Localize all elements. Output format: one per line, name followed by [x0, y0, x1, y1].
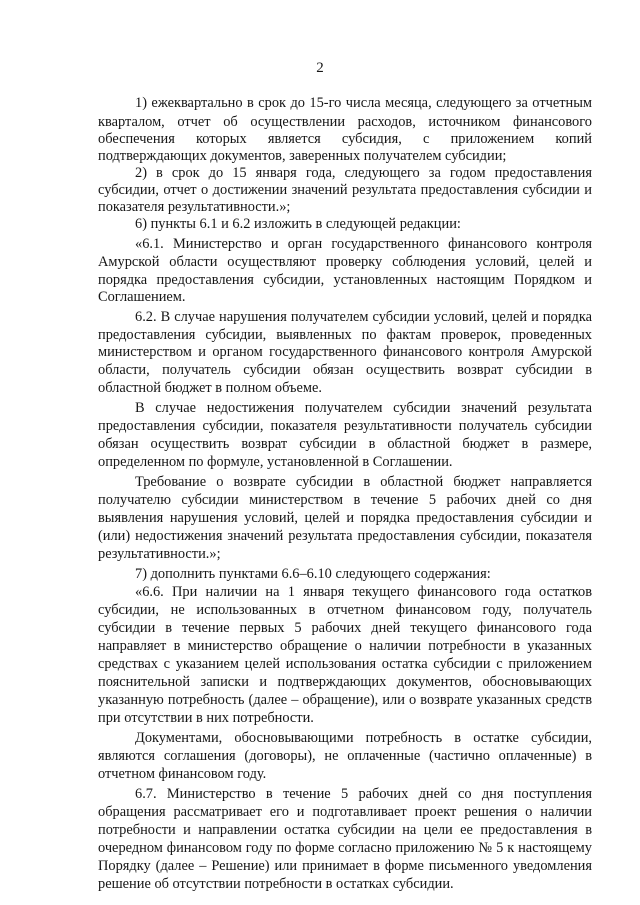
text-line: обращения рассматривает его и подготавливает проект решения о наличии: [98, 804, 592, 820]
text-line: средствах с указанием целей использования остатка субсидии с приложением: [98, 656, 592, 672]
text-line: результативности.»;: [98, 546, 221, 562]
text-line: очередном финансовом году по форме согласно приложению № 5 к настоящему: [98, 840, 592, 856]
text-line: 7) дополнить пунктами 6.6–6.10 следующего содержания:: [135, 566, 491, 582]
text-line: отчетном финансовом году.: [98, 766, 267, 782]
text-line: Документами, обосновывающими потребность в остатке субсидии,: [135, 730, 592, 746]
text-line: «6.1. Министерство и орган государственного финансового контроля: [135, 236, 592, 252]
text-line: областной бюджет в полном объеме.: [98, 380, 322, 396]
text-line: предоставления субсидии, показателя результативности получатель субсидии: [98, 418, 592, 434]
text-line: пояснительной записки и подтверждающих документов, обосновывающих: [98, 674, 592, 690]
text-line: решение об отсутствии потребности в остатках субсидии.: [98, 876, 454, 892]
text-line: 1) ежеквартально в срок до 15-го числа месяца, следующего за отчетным: [135, 95, 592, 111]
text-line: предоставления субсидии, выявленных по фактам проверок, проведенных: [98, 327, 592, 343]
text-line: области, получатель субсидии обязан осуществить возврат субсидии в: [98, 362, 592, 378]
text-line: Амурской области осуществляют проверку соблюдения условий, целей и: [98, 254, 592, 270]
text-line: порядка предоставления субсидии, установленных настоящим Порядком и: [98, 272, 592, 288]
text-line: субсидии, не использованных в отчетном финансовом году, получатель: [98, 602, 592, 618]
text-line: указанную потребность (далее – обращение), или о возврате указанных средств: [98, 692, 592, 708]
text-line: получателю субсидии министерством в течение 5 рабочих дней со дня: [98, 492, 592, 508]
text-line: 6.7. Министерство в течение 5 рабочих дней со дня поступления: [135, 786, 592, 802]
text-line: субсидии в течение первых 5 рабочих дней текущего финансового года: [98, 620, 592, 636]
text-line: Требование о возврате субсидии в областной бюджет направляется: [135, 474, 592, 490]
text-line: обеспечения которых является субсидия, с приложением копий: [98, 131, 592, 147]
text-line: субсидии, отчет о достижении значений результата предоставления субсидии и: [98, 182, 592, 198]
text-line: при отсутствии в них потребности.: [98, 710, 314, 726]
text-line: Порядку (далее – Решение) или принимает в форме письменного уведомления: [98, 858, 592, 874]
text-line: 2) в срок до 15 января года, следующего за годом предоставления: [135, 165, 592, 181]
text-line: кварталом, отчет об осуществлении расходов, источником финансового: [98, 114, 592, 130]
text-line: определенном по формуле, установленной в Соглашении.: [98, 454, 453, 470]
text-line: подтверждающих документов, заверенных получателем субсидии;: [98, 148, 507, 164]
text-line: выявления нарушения условий, целей и порядка предоставления субсидии и: [98, 510, 592, 526]
text-line: показателя результативности.»;: [98, 199, 291, 215]
text-line: Соглашением.: [98, 289, 186, 305]
text-line: направляет в министерство обращение о наличии потребности в указанных: [98, 638, 592, 654]
text-line: «6.6. При наличии на 1 января текущего финансового года остатков: [135, 584, 592, 600]
text-line: В случае недостижения получателем субсидии значений результата: [135, 400, 592, 416]
text-line: министерством и органом государственного финансового контроля Амурской: [98, 344, 592, 360]
text-line: являются соглашения (договоры), не оплаченные (частично оплаченные) в: [98, 748, 592, 764]
text-line: 6) пункты 6.1 и 6.2 изложить в следующей редакции:: [135, 216, 461, 232]
text-line: потребности и направлении остатка субсидии на цели ее предоставления в: [98, 822, 592, 838]
text-line: обязан осуществить возврат субсидии в областной бюджет в размере,: [98, 436, 592, 452]
page-number: 2: [316, 60, 324, 76]
text-line: (или) недостижения значений результата предоставления субсидии, показателя: [98, 528, 592, 544]
text-line: 6.2. В случае нарушения получателем субсидии условий, целей и порядка: [135, 309, 592, 325]
